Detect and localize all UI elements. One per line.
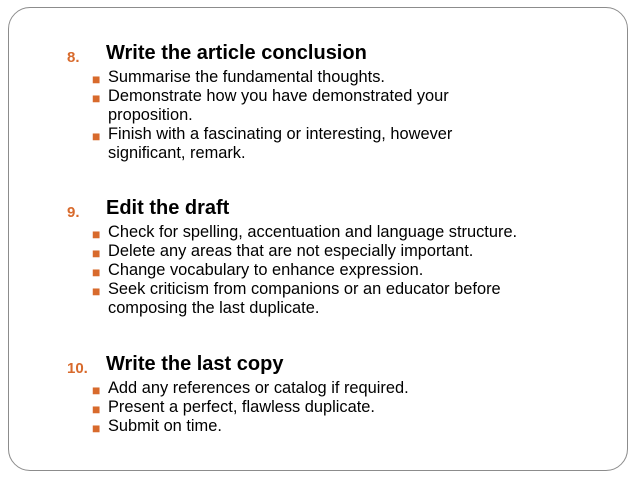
- bullet-icon: ■: [92, 226, 101, 242]
- bullet-icon: ■: [92, 264, 101, 280]
- bullet-text: Demonstrate how you have demonstrated your: [108, 87, 449, 105]
- bullet-text: composing the last duplicate.: [108, 299, 320, 317]
- bullet-list: [92, 68, 628, 163]
- bullet-text: Summarise the fundamental thoughts.: [108, 68, 385, 86]
- list-item: [92, 87, 628, 125]
- bullet-icon: ■: [92, 71, 101, 87]
- bullet-list: [92, 379, 628, 436]
- list-item: [92, 280, 628, 318]
- list-item: [92, 68, 628, 87]
- bullet-icon: ■: [92, 245, 101, 261]
- list-item: [92, 398, 628, 417]
- bullet-icon: ■: [92, 90, 101, 106]
- bullet-icon: ■: [92, 128, 101, 144]
- list-item: [92, 379, 628, 398]
- list-item: [92, 242, 628, 261]
- bullet-text: Delete any areas that are not especially important.: [108, 242, 474, 260]
- bullet-text: Check for spelling, accentuation and language structure.: [108, 223, 518, 241]
- section-title: Write the article conclusion: [106, 42, 367, 64]
- bullet-icon: ■: [92, 420, 101, 436]
- section-number: 9.: [67, 204, 80, 221]
- list-item: [92, 417, 628, 436]
- section-number: 10.: [67, 360, 88, 377]
- list-item: [92, 125, 628, 163]
- section-title: Write the last copy: [106, 353, 284, 375]
- bullet-text: Change vocabulary to enhance expression.: [108, 261, 424, 279]
- list-item: [92, 223, 628, 242]
- bullet-icon: ■: [92, 401, 101, 417]
- bullet-list: [92, 223, 628, 318]
- bullet-text: Submit on time.: [108, 417, 222, 435]
- bullet-icon: ■: [92, 382, 101, 398]
- bullet-text: Present a perfect, flawless duplicate.: [108, 398, 375, 416]
- bullet-text: Add any references or catalog if required.: [108, 379, 409, 397]
- bullet-text: Seek criticism from companions or an educator before: [108, 280, 501, 298]
- bullet-text: proposition.: [108, 106, 193, 124]
- bullet-text: significant, remark.: [108, 144, 246, 162]
- bullet-icon: ■: [92, 283, 101, 299]
- section-number: 8.: [67, 49, 80, 66]
- bullet-text: Finish with a fascinating or interesting, however: [108, 125, 453, 143]
- list-item: [92, 261, 628, 280]
- section-title: Edit the draft: [106, 197, 230, 219]
